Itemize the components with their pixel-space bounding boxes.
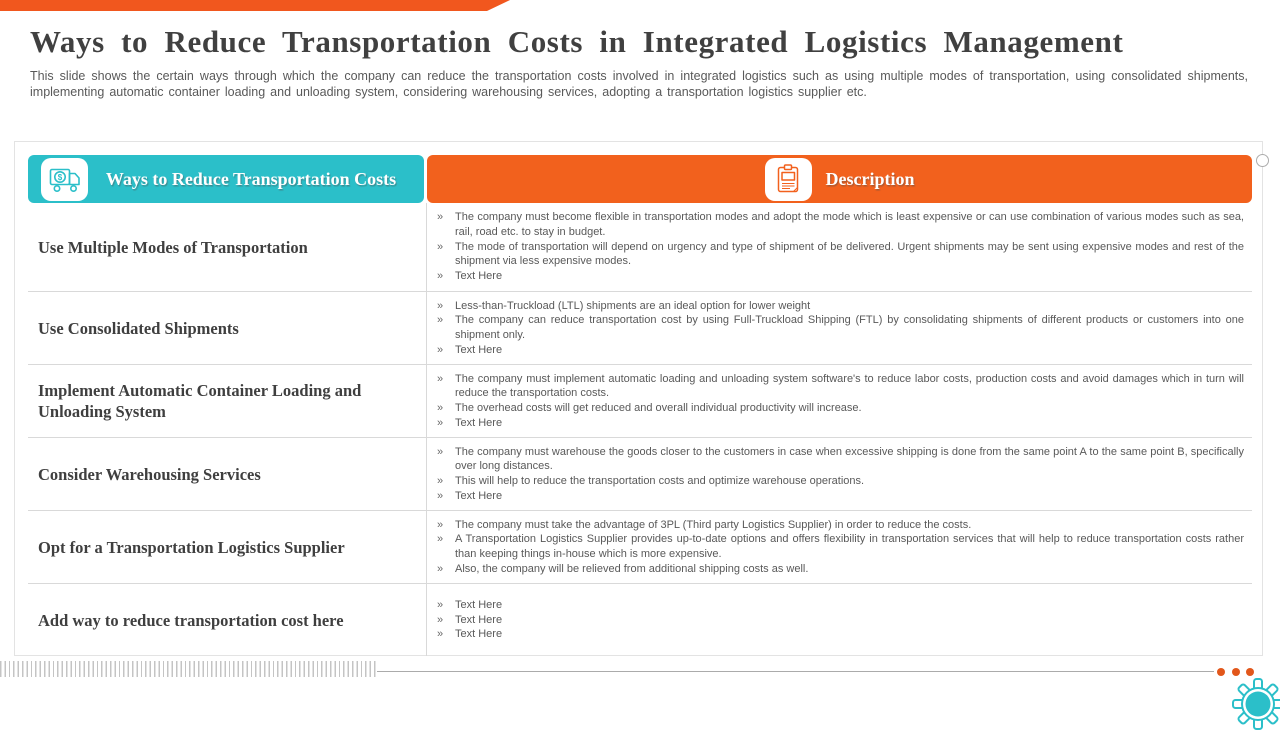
bullet-text: This will help to reduce the transportation costs and optimize warehouse operations.	[455, 475, 865, 487]
way-title: Add way to reduce transportation cost here	[38, 610, 344, 630]
description-cell	[427, 511, 1252, 583]
description-cell	[427, 203, 1252, 291]
shape-handle-circle	[1256, 154, 1269, 167]
bullet-text: The mode of transportation will depend on urgency and type of shipment of be delivered. Urgent shipments may be sent using expensive modes and rest of the shipment via less expensive modes.	[455, 240, 1244, 268]
table-row	[28, 203, 1252, 292]
bullet-item	[427, 518, 1244, 533]
way-title: Opt for a Transportation Logistics Supplier	[38, 537, 345, 557]
gear-icon	[1231, 677, 1280, 736]
bullet-item	[427, 598, 1244, 613]
bullet-marker: »	[437, 533, 444, 546]
bullet-marker: »	[437, 314, 444, 327]
bullet-item	[427, 562, 1244, 577]
bottom-divider-line	[377, 671, 1214, 672]
bullet-marker: »	[437, 240, 444, 253]
bullet-item	[427, 613, 1244, 628]
column-header-ways	[28, 155, 424, 203]
bullet-item	[427, 372, 1244, 401]
slide-subtitle: This slide shows the certain ways through which the company can reduce the transportation costs involved in integrated logistics such as using multiple modes of transportation, using consolidated shipments, implementing automatic container loading and unloading system, considering warehousing services, adopting a transportation logistics supplier etc.	[30, 69, 1248, 99]
bullet-item	[427, 627, 1244, 642]
bullet-text: The company must warehouse the goods closer to the customers in case when excessive shipping is done from the same point A to the same point B, specifically over long distances.	[455, 445, 1244, 473]
page-title: Ways to Reduce Transportation Costs in Integrated Logistics Management	[30, 24, 1124, 59]
bullet-item	[427, 299, 1244, 314]
table-row	[28, 438, 1252, 511]
dot-icon	[1217, 668, 1225, 676]
bullet-item	[427, 343, 1244, 358]
table-row	[28, 292, 1252, 365]
bullet-marker: »	[437, 299, 444, 312]
three-dots-decoration	[1217, 668, 1254, 676]
bullet-marker: »	[437, 628, 444, 641]
table-body	[28, 203, 1252, 656]
bullet-item	[427, 532, 1244, 561]
description-cell	[427, 365, 1252, 437]
bullet-marker: »	[437, 518, 444, 531]
column-header-description-label: Description	[825, 168, 915, 189]
svg-text:$: $	[57, 173, 62, 182]
column-header-ways-label: Ways to Reduce Transportation Costs	[105, 168, 397, 189]
way-title: Use Multiple Modes of Transportation	[38, 237, 308, 257]
bullet-marker: »	[437, 598, 444, 611]
bullet-item	[427, 489, 1244, 504]
bullet-marker: »	[437, 613, 444, 626]
money-truck-icon	[41, 158, 88, 201]
table-row	[28, 584, 1252, 656]
bullet-item	[427, 210, 1244, 239]
description-cell	[427, 584, 1252, 656]
way-cell	[28, 438, 427, 510]
bullet-item	[427, 313, 1244, 342]
bullet-text: Text Here	[455, 343, 503, 356]
bullet-item	[427, 269, 1244, 284]
bullet-text: Less-than-Truckload (LTL) shipments are an ideal option for lower weight	[455, 299, 811, 312]
bullet-text: The company must become flexible in transportation modes and adopt the mode which is least expensive or can use combination of various modes such as sea, rail, road etc. to stay in budget.	[455, 211, 1244, 238]
bullet-text: Text Here	[455, 416, 503, 429]
bullet-text: The company must take the advantage of 3PL (Third party Logistics Supplier) in order to reduce the costs.	[455, 518, 972, 531]
bullet-item	[427, 401, 1244, 416]
bullet-text: The company must implement automatic loading and unloading system software's to reduce labor costs, production costs and avoid damages which in turn will reduce the transportation costs.	[455, 372, 1244, 400]
bullet-text: The company can reduce transportation cost by using Full-Truckload Shipping (FTL) by consolidating shipments of different products or customers into one shipment only.	[455, 314, 1244, 341]
bullet-text: Text Here	[455, 613, 503, 626]
bullet-text: Also, the company will be relieved from additional shipping costs as well.	[455, 562, 809, 575]
bullet-item	[427, 240, 1244, 269]
description-cell	[427, 292, 1252, 364]
description-cell	[427, 438, 1252, 510]
way-title: Consider Warehousing Services	[38, 464, 261, 484]
way-cell	[28, 203, 427, 291]
bullet-item	[427, 445, 1244, 474]
bullet-marker: »	[437, 475, 444, 487]
column-header-description	[427, 155, 1252, 203]
clipboard-icon	[765, 158, 812, 201]
bullet-item	[427, 474, 1244, 489]
bullet-marker: »	[437, 270, 444, 283]
bullet-item	[427, 416, 1244, 431]
bullet-marker: »	[437, 416, 444, 429]
way-title: Implement Automatic Container Loading and Unloading System	[38, 381, 362, 421]
bullet-text: Text Here	[455, 270, 503, 283]
bullet-text: Text Here	[455, 628, 503, 641]
bullet-marker: »	[437, 562, 444, 575]
ruler-ticks-decoration	[0, 661, 377, 677]
way-cell	[28, 511, 427, 583]
table-row	[28, 511, 1252, 584]
dot-icon	[1246, 668, 1254, 676]
way-cell	[28, 292, 427, 364]
table-row	[28, 365, 1252, 438]
bullet-marker: »	[437, 489, 444, 502]
bullet-text: Text Here	[455, 598, 503, 611]
bullet-marker: »	[437, 211, 444, 224]
dot-icon	[1232, 668, 1240, 676]
bullet-text: Text Here	[455, 489, 503, 502]
way-title: Use Consolidated Shipments	[38, 318, 239, 338]
bullet-text: The overhead costs will get reduced and overall individual productivity will increase.	[455, 402, 862, 414]
bullet-marker: »	[437, 343, 444, 356]
top-accent-bar	[0, 0, 510, 11]
way-cell	[28, 365, 427, 437]
bullet-marker: »	[437, 372, 444, 385]
bullet-marker: »	[437, 402, 444, 414]
bullet-text: A Transportation Logistics Supplier provides up-to-date options and offers flexibility in transportation services that will help to reduce transportation costs rather than keeping things in-house which is more expensive.	[455, 533, 1244, 560]
table-header	[28, 155, 1252, 203]
bullet-marker: »	[437, 445, 444, 458]
way-cell	[28, 584, 427, 656]
